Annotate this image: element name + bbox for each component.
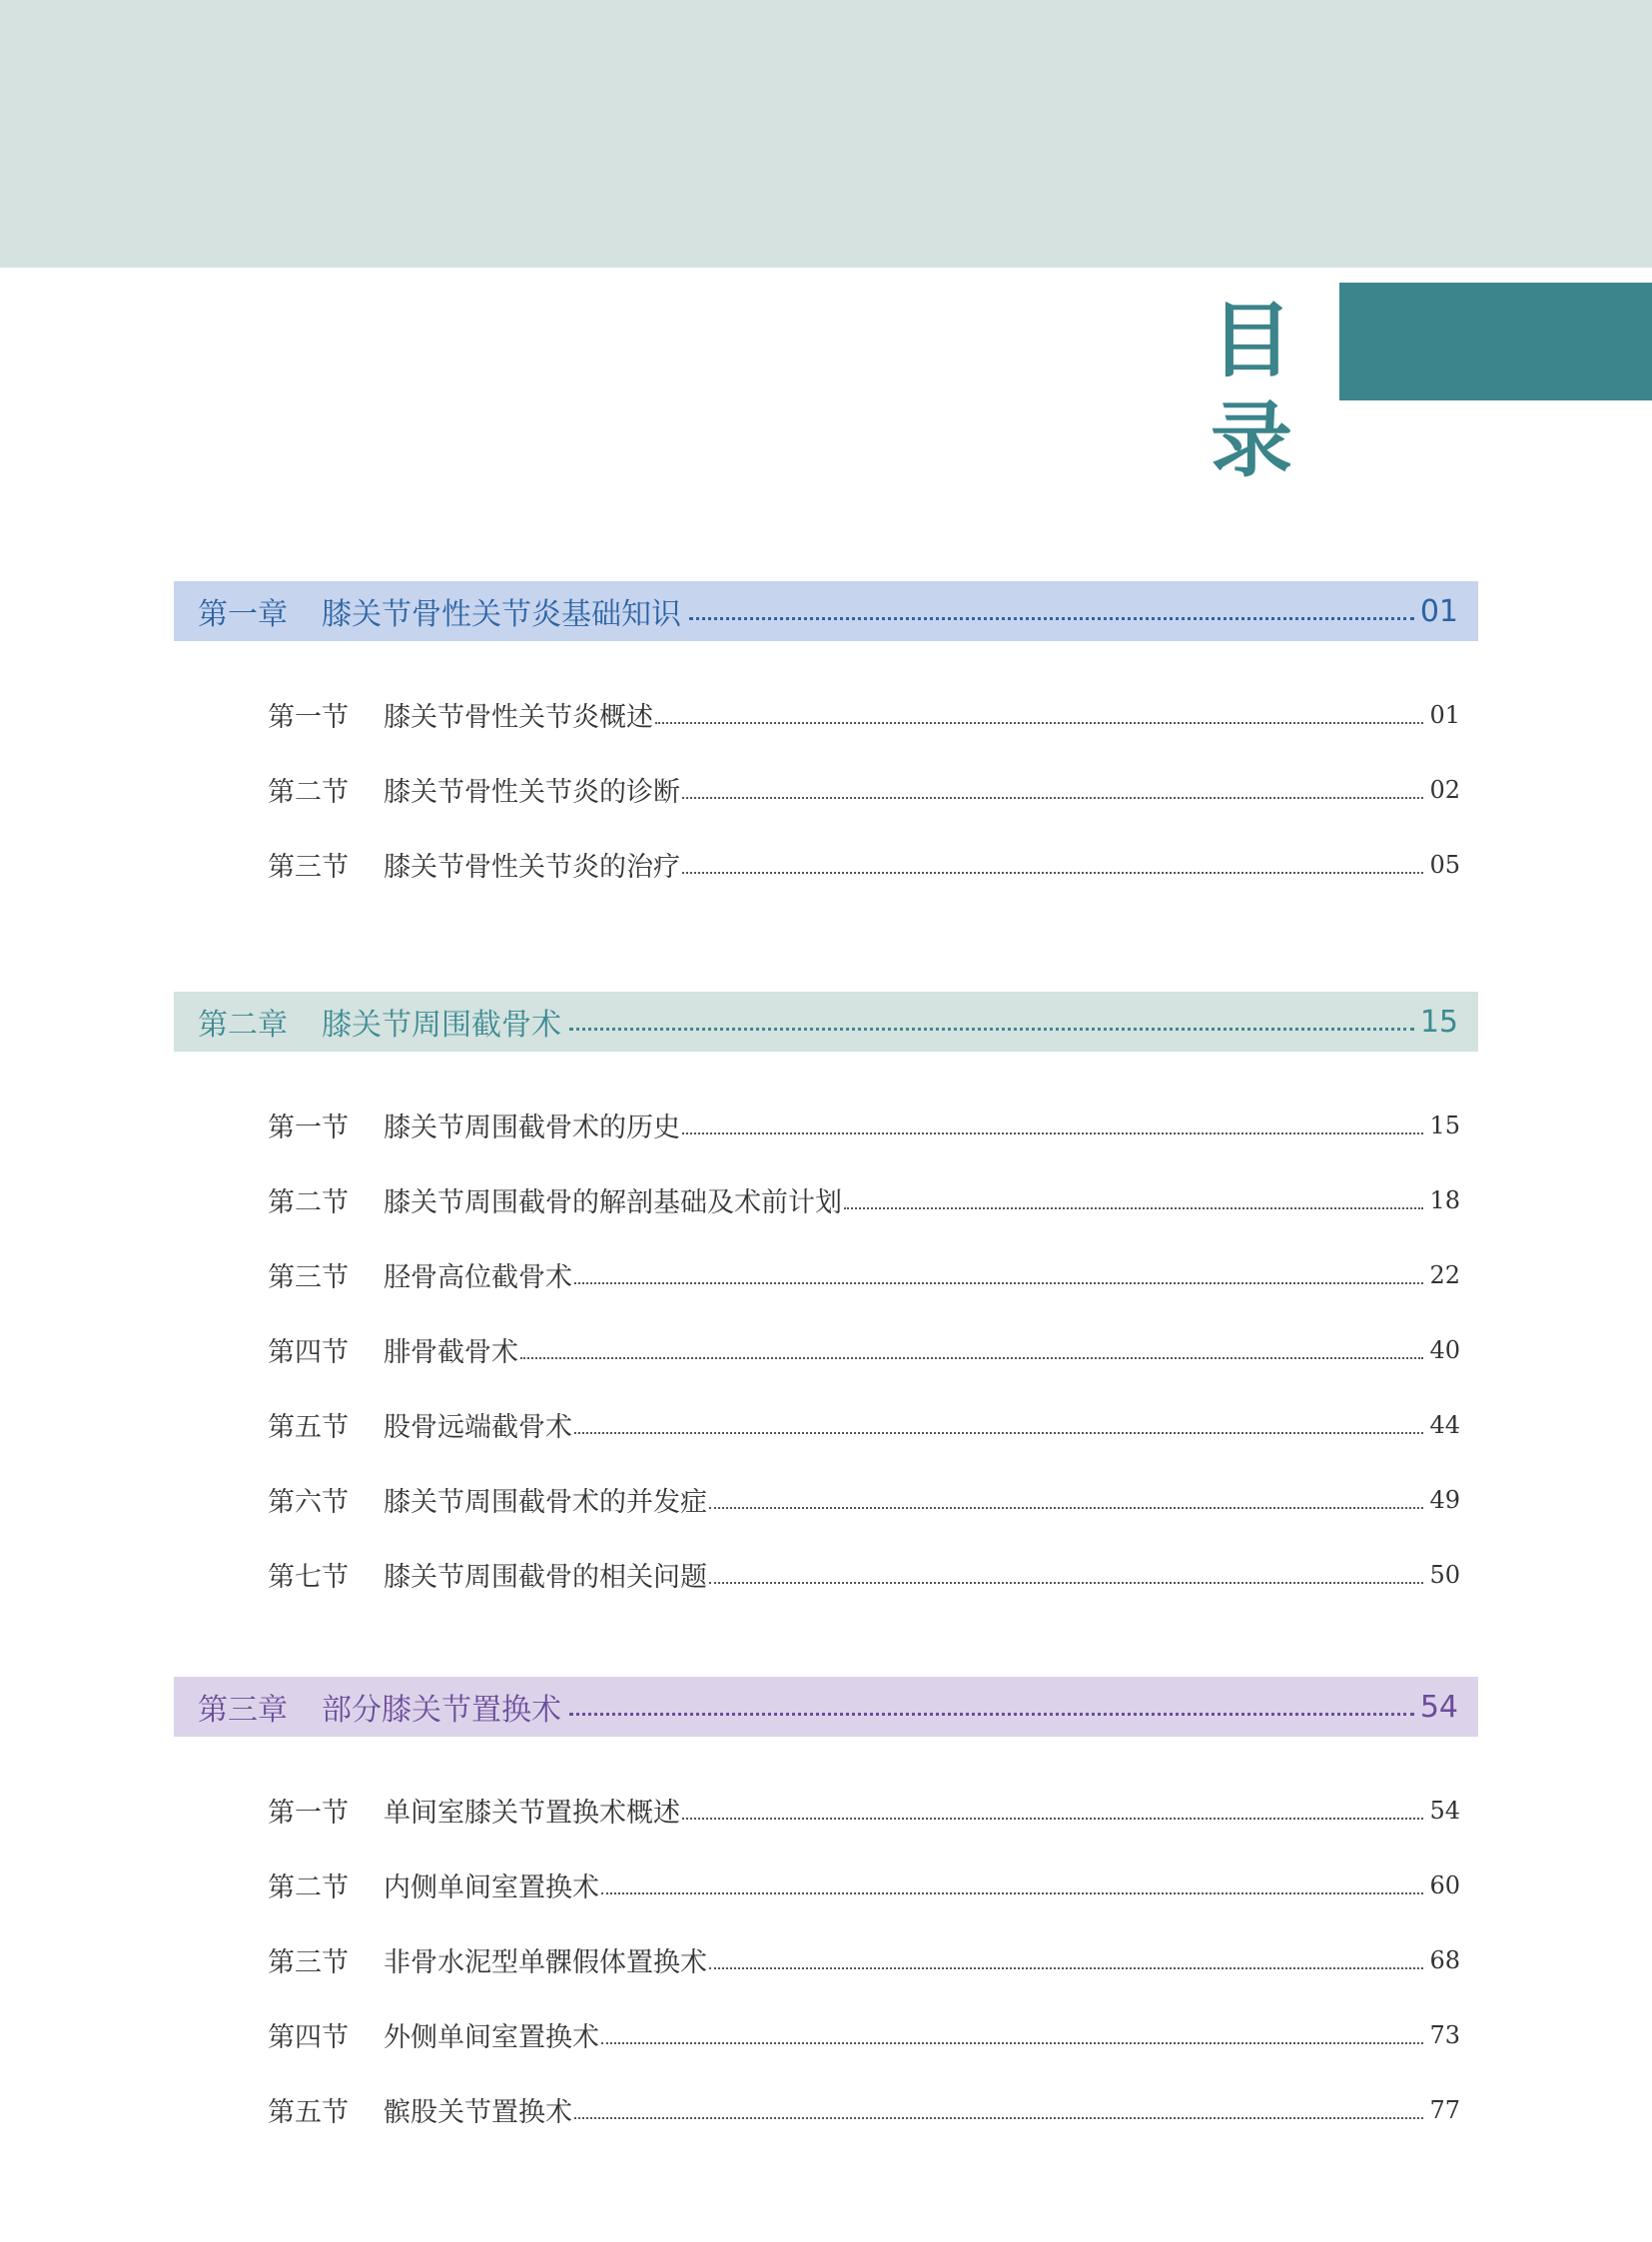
chapter-number: 第二章 xyxy=(198,1008,288,1043)
section-number: 第一节 xyxy=(268,1113,349,1143)
section-entry[interactable] xyxy=(268,1312,1460,1387)
table-of-contents xyxy=(174,581,1478,2209)
chapter-group-2 xyxy=(174,992,1478,1615)
section-number: 第三节 xyxy=(268,1947,349,1978)
section-number: 第七节 xyxy=(268,1562,349,1593)
dot-leader xyxy=(682,797,1423,799)
dot-leader xyxy=(709,1582,1423,1584)
section-title: 膝关节骨性关节炎的治疗 xyxy=(384,852,680,883)
section-entry[interactable] xyxy=(268,1162,1460,1237)
dot-leader xyxy=(655,722,1423,724)
section-number: 第五节 xyxy=(268,1412,349,1443)
chapter-page-number: 54 xyxy=(1419,1689,1458,1725)
section-number: 第六节 xyxy=(268,1487,349,1518)
section-number: 第三节 xyxy=(268,852,349,883)
section-page-number: 73 xyxy=(1429,2020,1460,2049)
dot-leader xyxy=(682,1132,1423,1134)
section-number: 第五节 xyxy=(268,2097,349,2128)
dot-leader xyxy=(569,1028,1414,1031)
section-page-number: 02 xyxy=(1429,775,1460,804)
section-title: 内侧单间室置换术 xyxy=(384,1872,599,1903)
dot-leader xyxy=(682,1818,1423,1820)
section-page-number: 54 xyxy=(1429,1796,1460,1825)
section-entry[interactable] xyxy=(268,677,1460,752)
section-title: 股骨远端截骨术 xyxy=(384,1412,572,1443)
chapter-group-1 xyxy=(174,581,1478,930)
dot-leader xyxy=(844,1207,1423,1209)
section-list xyxy=(174,1737,1478,2147)
section-number: 第二节 xyxy=(268,777,349,808)
section-number: 第一节 xyxy=(268,1798,349,1829)
chapter-number: 第三章 xyxy=(198,1693,288,1728)
section-entry[interactable] xyxy=(268,1237,1460,1312)
section-title: 非骨水泥型单髁假体置换术 xyxy=(384,1947,707,1978)
chapter-title: 膝关节骨性关节炎基础知识 xyxy=(322,597,681,632)
section-title: 膝关节骨性关节炎概述 xyxy=(384,702,653,733)
section-page-number: 77 xyxy=(1429,2095,1460,2124)
section-title: 外侧单间室置换术 xyxy=(384,2022,599,2053)
section-number: 第四节 xyxy=(268,1337,349,1368)
section-page-number: 15 xyxy=(1429,1111,1460,1139)
section-list xyxy=(174,1052,1478,1615)
section-number: 第二节 xyxy=(268,1872,349,1903)
section-entry[interactable] xyxy=(268,827,1460,902)
dot-leader xyxy=(574,1432,1423,1434)
section-page-number: 44 xyxy=(1429,1410,1460,1439)
dot-leader xyxy=(689,617,1414,620)
section-entry[interactable] xyxy=(268,1387,1460,1462)
dot-leader xyxy=(520,1357,1423,1359)
section-entry[interactable] xyxy=(268,1773,1460,1848)
section-number: 第二节 xyxy=(268,1187,349,1218)
chapter-heading-1[interactable] xyxy=(174,581,1478,641)
chapter-heading-2[interactable] xyxy=(174,992,1478,1052)
section-title: 膝关节骨性关节炎的诊断 xyxy=(384,777,680,808)
dot-leader xyxy=(682,872,1423,874)
section-entry[interactable] xyxy=(268,752,1460,827)
section-entry[interactable] xyxy=(268,1088,1460,1162)
section-page-number: 50 xyxy=(1429,1560,1460,1589)
section-page-number: 22 xyxy=(1429,1260,1460,1289)
section-page-number: 68 xyxy=(1429,1945,1460,1974)
dot-leader xyxy=(709,1507,1423,1509)
chapter-title: 部分膝关节置换术 xyxy=(322,1693,561,1728)
dot-leader xyxy=(709,1967,1423,1969)
section-number: 第一节 xyxy=(268,702,349,733)
dot-leader xyxy=(574,1282,1423,1284)
chapter-title: 膝关节周围截骨术 xyxy=(322,1008,561,1043)
section-entry[interactable] xyxy=(268,1537,1460,1612)
section-entry[interactable] xyxy=(268,1462,1460,1537)
dot-leader xyxy=(601,1892,1423,1894)
section-page-number: 49 xyxy=(1429,1485,1460,1514)
dot-leader xyxy=(569,1713,1414,1716)
section-title: 膝关节周围截骨术的历史 xyxy=(384,1113,680,1143)
section-entry[interactable] xyxy=(268,1848,1460,1922)
section-number: 第三节 xyxy=(268,1262,349,1293)
section-page-number: 05 xyxy=(1429,850,1460,879)
section-title: 髌股关节置换术 xyxy=(384,2097,572,2128)
section-title: 胫骨高位截骨术 xyxy=(384,1262,572,1293)
section-page-number: 01 xyxy=(1429,700,1460,729)
dot-leader xyxy=(601,2042,1423,2044)
section-list xyxy=(174,641,1478,930)
chapter-number: 第一章 xyxy=(198,597,288,632)
chapter-heading-3[interactable] xyxy=(174,1677,1478,1737)
section-page-number: 60 xyxy=(1429,1870,1460,1899)
chapter-page-number: 01 xyxy=(1419,593,1458,629)
chapter-page-number: 15 xyxy=(1419,1004,1458,1040)
section-entry[interactable] xyxy=(268,1997,1460,2072)
section-title: 膝关节周围截骨的解剖基础及术前计划 xyxy=(384,1187,842,1218)
title-accent-block xyxy=(1339,283,1652,400)
page-title: 目 录 xyxy=(1210,294,1328,488)
section-entry[interactable] xyxy=(268,2072,1460,2147)
section-title: 膝关节周围截骨的相关问题 xyxy=(384,1562,707,1593)
section-title: 单间室膝关节置换术概述 xyxy=(384,1798,680,1829)
section-number: 第四节 xyxy=(268,2022,349,2053)
chapter-group-3 xyxy=(174,1677,1478,2147)
section-title: 腓骨截骨术 xyxy=(384,1337,518,1368)
top-color-band xyxy=(0,0,1652,268)
section-page-number: 18 xyxy=(1429,1185,1460,1214)
section-page-number: 40 xyxy=(1429,1335,1460,1364)
section-title: 膝关节周围截骨术的并发症 xyxy=(384,1487,707,1518)
dot-leader xyxy=(574,2117,1423,2119)
section-entry[interactable] xyxy=(268,1922,1460,1997)
